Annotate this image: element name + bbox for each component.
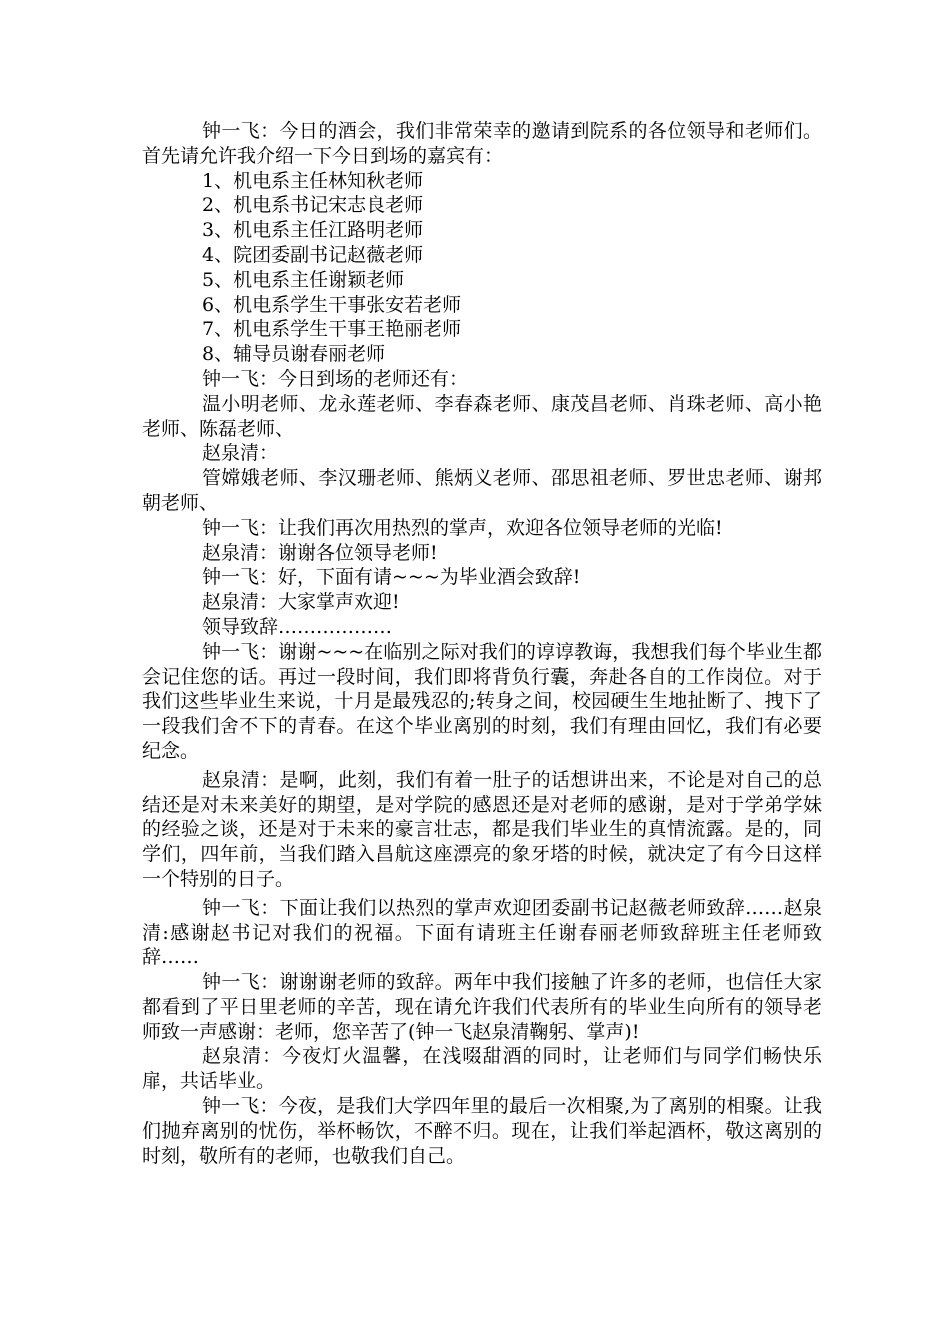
paragraph-dialogue: 赵泉清：是啊，此刻，我们有着一肚子的话想讲出来，不论是对自己的总结还是对未来美好的期望，是对学院的感恩还是对老师的感谢，是对于学弟学妹的经验之谈，还是对于未来的豪言壮志，都是我们毕业生的真情流露。是的，同学们，四年前，当我们踏入昌航这座漂亮的象牙塔的时候，就决定了有今日这样一个特别的日子。 <box>142 768 822 890</box>
document-body <box>142 119 822 1168</box>
paragraph-dialogue: 钟一飞：让我们再次用热烈的掌声，欢迎各位领导老师的光临! <box>202 516 723 539</box>
paragraph-dialogue: 钟一飞：谢谢谢老师的致辞。两年中我们接触了许多的老师，也信任大家都看到了平日里老师的辛苦，现在请允许我们代表所有的毕业生向所有的领导老师致一声感谢：老师，您辛苦了(钟一飞赵泉清鞠躬、掌声)! <box>142 971 822 1043</box>
paragraph-dialogue: 赵泉清：谢谢各位领导老师! <box>202 541 438 564</box>
guest-list-item: 7、机电系学生干事王艳丽老师 <box>202 318 462 341</box>
guest-list-item: 1、机电系主任林知秋老师 <box>202 169 424 192</box>
paragraph-opening: 钟一飞：今日的酒会，我们非常荣幸的邀请到院系的各位领导和老师们。首先请允许我介绍一下今日到场的嘉宾有： <box>142 120 822 167</box>
paragraph-dialogue: 赵泉清： <box>202 442 279 465</box>
guest-list-item: 3、机电系主任江路明老师 <box>202 219 424 242</box>
paragraph-dialogue: 钟一飞：下面让我们以热烈的掌声欢迎团委副书记赵薇老师致辞……赵泉清:感谢赵书记对我们的祝福。下面有请班主任谢春丽老师致辞班主任老师致辞…… <box>142 896 822 969</box>
paragraph-dialogue: 钟一飞：今日到场的老师还有： <box>202 367 469 390</box>
paragraph-dialogue: 领导致辞……………… <box>202 615 393 638</box>
paragraph-teacher-names: 管嫦娥老师、李汉珊老师、熊炳义老师、邵思祖老师、罗世忠老师、谢邦朝老师、 <box>142 467 822 514</box>
guest-list-item: 4、院团委副书记赵薇老师 <box>202 243 424 266</box>
guest-list-item: 8、辅导员谢春丽老师 <box>202 343 386 366</box>
guest-list-item: 6、机电系学生干事张安若老师 <box>202 293 462 316</box>
paragraph-dialogue: 赵泉清：大家掌声欢迎! <box>202 591 400 614</box>
guest-list-item: 5、机电系主任谢颖老师 <box>202 268 405 291</box>
paragraph-teacher-names: 温小明老师、龙永莲老师、李春森老师、康茂昌老师、肖珠老师、高小艳老师、陈磊老师、 <box>142 392 822 440</box>
paragraph-dialogue: 钟一飞：今夜，是我们大学四年里的最后一次相聚,为了离别的相聚。让我们抛弃离别的忧伤，举杯畅饮，不醉不归。现在，让我们举起酒杯，敬这离别的时刻，敬所有的老师，也敬我们自己。 <box>142 1095 822 1167</box>
paragraph-dialogue: 钟一飞：谢谢~~~在临别之际对我们的谆谆教诲，我想我们每个毕业生都会记住您的话。再过一段时间，我们即将背负行囊，奔赴各自的工作岗位。对于我们这些毕业生来说，十月是最残忍的;转身之间，校园硬生生地扯断了、拽下了一段我们舍不下的青春。在这个毕业离别的时刻，我们有理由回忆，我们有必要纪念。 <box>142 640 822 762</box>
paragraph-dialogue: 钟一飞：好，下面有请~~~为毕业酒会致辞! <box>202 566 581 589</box>
paragraph-dialogue: 赵泉清：今夜灯火温馨，在浅啜甜酒的同时，让老师们与同学们畅快乐扉，共话毕业。 <box>142 1045 822 1093</box>
guest-list-item: 2、机电系书记宋志良老师 <box>202 194 424 217</box>
